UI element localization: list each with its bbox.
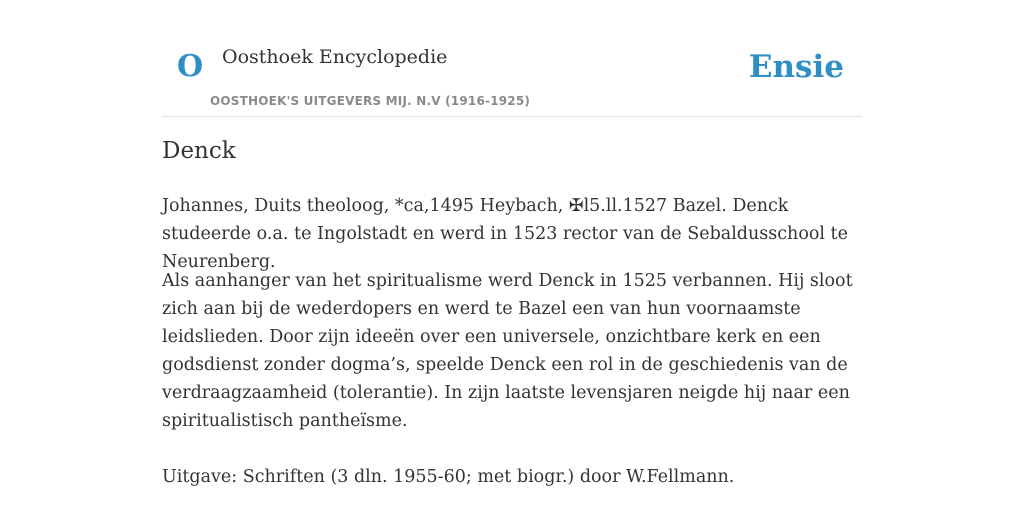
site-header bbox=[162, 0, 862, 117]
entry-paragraph: Uitgave: Schriften (3 dln. 1955-60; met biogr.) door W.Fellmann. bbox=[162, 467, 735, 487]
page-container bbox=[162, 0, 862, 487]
ensie-brand-link[interactable]: Ensie bbox=[748, 49, 844, 85]
publisher-subtitle: OOSTHOEK'S UITGEVERS MIJ. N.V (1916-1925) bbox=[210, 94, 531, 108]
encyclopedia-logo[interactable]: O bbox=[177, 49, 204, 84]
entry-paragraph: Als aanhanger van het spiritualisme werd Denck in 1525 verbannen. Hij sloot zich aan bij de wederdopers en werd te Bazel een van hun voornaamste leidslieden. Door zijn ideeën over een universele, onzichtbare kerk en een godsdienst zonder dogma’s, speelde Denck een rol in de geschiedenis van de verdraagzaamheid (tolerantie). In zijn laatste levensjaren neigde hij naar een spiritualistisch pantheïsme. bbox=[162, 271, 853, 431]
entry-paragraph: Johannes, Duits theoloog, *ca,1495 Heybach, ✠l5.ll.1527 Bazel. Denck studeerde o.a. te Ingolstadt en werd in 1523 rector van de Sebaldusschool te Neurenberg. bbox=[162, 196, 848, 272]
site-title[interactable]: Oosthoek Encyclopedie bbox=[222, 46, 448, 68]
entry-title: Denck bbox=[162, 138, 236, 164]
